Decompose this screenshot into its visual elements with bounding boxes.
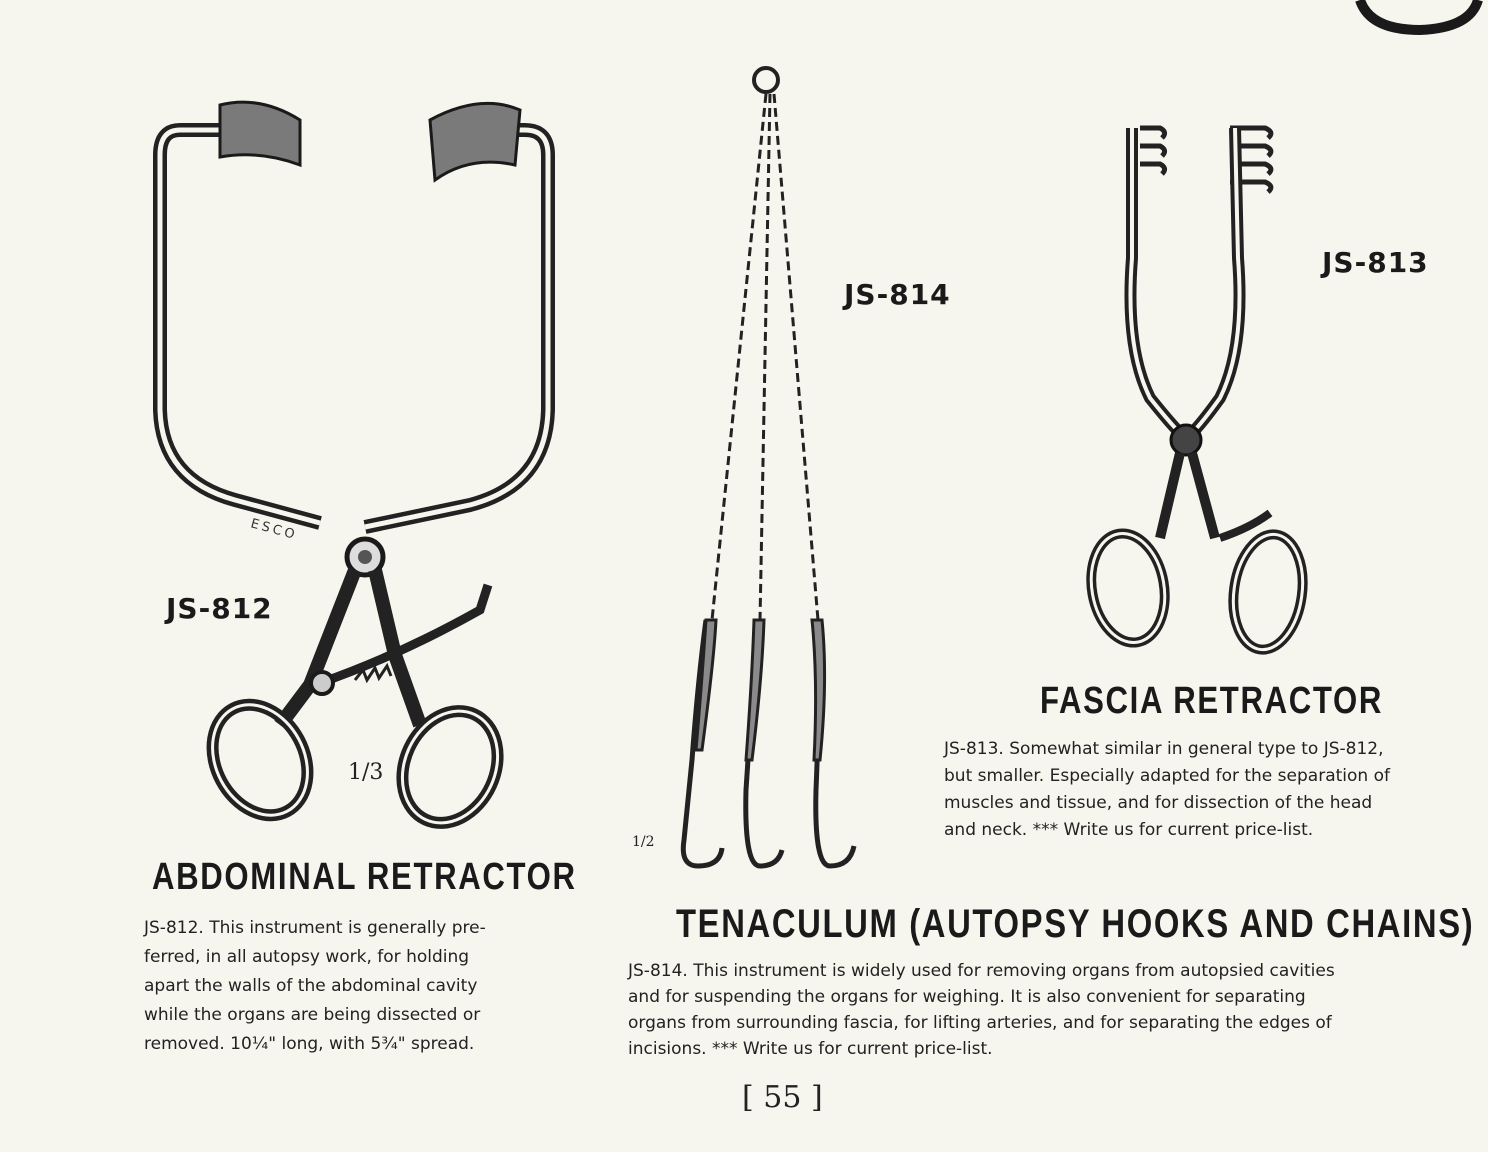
js813-code: JS-813 bbox=[1322, 246, 1429, 279]
js813-description bbox=[944, 736, 1440, 844]
js813-title: FASCIA RETRACTOR bbox=[1040, 680, 1384, 722]
abdominal-retractor-illustration bbox=[150, 95, 570, 835]
corner-ring-illustration bbox=[1340, 0, 1488, 40]
js814-line: JS-814. This instrument is widely used for removing organs from autopsied cavities bbox=[628, 961, 1335, 981]
heading-remnant-marks bbox=[1010, 0, 1090, 6]
js812-line: while the organs are being dissected or bbox=[144, 1005, 481, 1025]
js812-line: JS-812. This instrument is generally pre- bbox=[144, 918, 486, 938]
js813-line: and neck. *** Write us for current price-list. bbox=[944, 820, 1314, 840]
js812-line: apart the walls of the abdominal cavity bbox=[144, 976, 478, 996]
js814-line: incisions. *** Write us for current price-list. bbox=[628, 1039, 993, 1059]
js813-line: muscles and tissue, and for dissection of the head bbox=[944, 793, 1373, 813]
js814-title: TENACULUM (AUTOPSY HOOKS AND CHAINS) bbox=[676, 902, 1475, 946]
js812-title: ABDOMINAL RETRACTOR bbox=[152, 856, 577, 898]
js814-line: and for suspending the organs for weighing. It is also convenient for separating bbox=[628, 987, 1306, 1007]
js812-code: JS-812 bbox=[166, 592, 273, 625]
js814-line: organs from surrounding fascia, for lifting arteries, and for separating the edges of bbox=[628, 1013, 1332, 1033]
top-heading-remnant bbox=[1010, 0, 1090, 6]
js812-scale: 1/3 bbox=[348, 760, 384, 785]
js813-line: JS-813. Somewhat similar in general type to JS-812, bbox=[944, 739, 1384, 759]
js812-description bbox=[144, 914, 540, 1059]
js814-code: JS-814 bbox=[844, 278, 951, 311]
js814-description bbox=[628, 958, 1440, 1062]
esco-engraving: ESCO bbox=[248, 516, 300, 544]
page-number: [ 55 ] bbox=[742, 1080, 823, 1115]
tenaculum-hooks-illustration bbox=[640, 60, 900, 880]
js813-line: but smaller. Especially adapted for the separation of bbox=[944, 766, 1390, 786]
js812-line: ferred, in all autopsy work, for holding bbox=[144, 947, 470, 967]
js812-line: removed. 10¼" long, with 5¾" spread. bbox=[144, 1034, 475, 1054]
fascia-retractor-illustration bbox=[1080, 118, 1320, 658]
js814-scale: 1/2 bbox=[632, 834, 655, 850]
